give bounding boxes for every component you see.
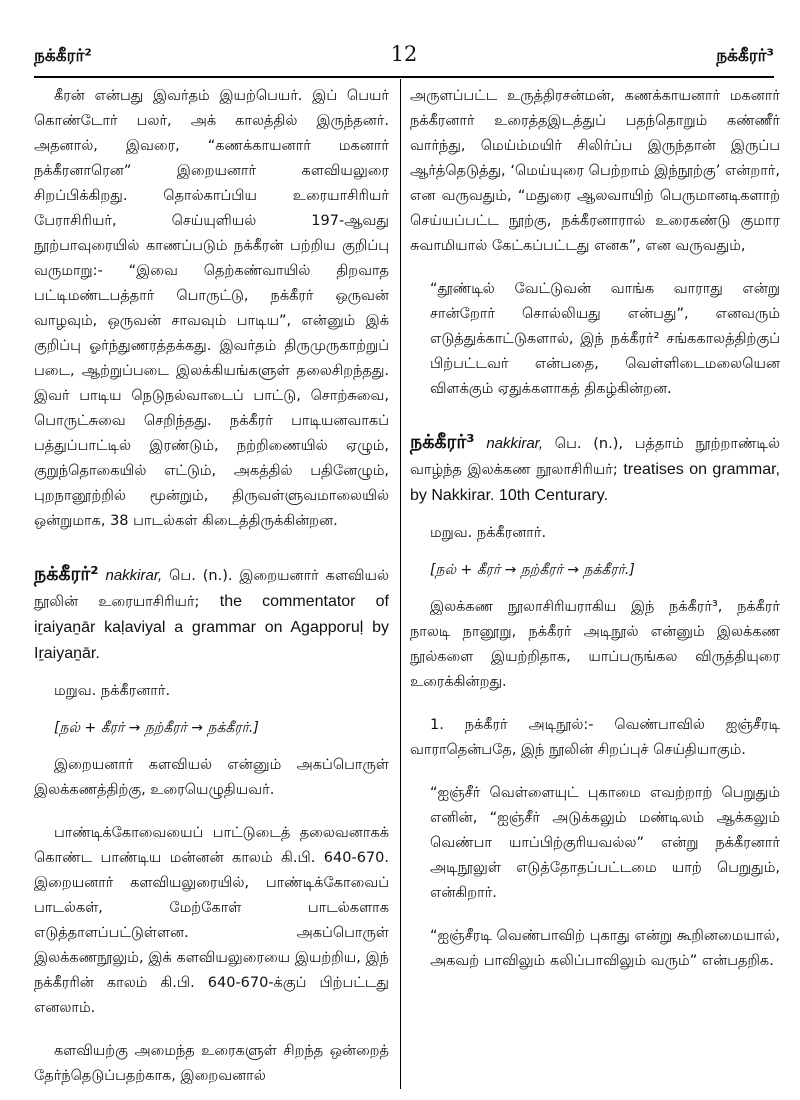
right-column [410,84,780,974]
header-rule [34,76,774,78]
intro-paragraph: கீரன் என்பது இவர்தம் இயற்பெயர். இப் பெயர் கொண்டோர் பலர், அக் காலத்தில் இருந்தனர். அதனால், இவரை, “கணக்காயனார் மகனார் நக்கீரனாரென” இறையனார் களவியலுரை சிறப்பிக்கிறது. தொல்காப்பிய உரையாசிரியர் பேராசிரியர், செய்யுளியல் 197-ஆவது நூற்பாவுரையில் காணப்படும் நக்கீரன் பற்றிய குறிப்பு வருமாறு:- “இவை தெற்கண்வாயில் திறவாத பட்டிமண்டபத்தார் பொருட்டு, நக்கீரர் ஒருவன் வாழவும், ஒருவன் சாவவும் பாடிய”, என்னும் இக் குறிப்பு ஓர்ந்துணரத்தக்கது. இவர்தம் திருமுருகாற்றுப் படை, ஆற்றுப்படை இலக்கியங்களுள் தலைசிறந்தது. இவர் பாடிய நெடுநல்வாடைப் பாட்டு, சொற்சுவை, பொருட்சுவை செறிந்தது. நக்கீரர் பாடியனவாகப் பத்துப்பாட்டில் இரண்டும், நற்றிணையில் ஏழும், குறுந்தொகையில் எட்டும், அகத்தில் பதினேழும், புறநானூற்றில் மூன்றும், திருவள்ளுவமாலையில் ஒன்றுமாக, 38 பாடல்கள் கிடைத்திருக்கின்றன. [34,88,389,529]
page-header [34,30,774,70]
page-number: 12 [390,42,418,66]
entry-definition-tamil: பெ. (n.), பத்தாம் நூற்றாண்டில் வாழ்ந்த இலக்கண நூலாசிரியர்; [410,436,780,478]
header-left-headword: நக்கீரர்² [34,46,92,66]
column-divider [400,79,401,1089]
entry-definition-tamil: பெ. (n.). இறையனார் களவியல் நூலின் உரையாசிரியர்; [34,568,390,610]
entry-paragraph: இலக்கண நூலாசிரியராகிய இந் நக்கீரர்³, நக்கீரர் நாலடி நானூறு, நக்கீரர் அடிநூல் என்னும் இலக்கண நூல்களை இயற்றிதாக, யாப்பருங்கல விருத்தியுரை உரைக்கின்றது. [410,599,780,690]
entry-romanization: nakkirar, [486,435,544,452]
header-right-headword: நக்கீரர்³ [716,46,774,66]
entry-paragraph: களவியற்கு அமைந்த உரைகளுள் சிறந்த ஒன்றைத் தேர்ந்தெடுப்பதற்காக, இறைவனால் [34,1043,389,1084]
continued-paragraph: அருளப்பட்ட உருத்திரசன்மன், கணக்காயனார் மகனார் நக்கீரனார் உரைத்தஇடத்துப் பதந்தொறும் கண்ணீர் வார்ந்து, மெய்ம்மயிர் சிலிர்ப்ப இருந்தான் இருப்ப ஆர்த்தெடுத்து, ‘மெய்யுரை பெற்றாம் இந்நூற்கு’ என்றார், என வருவதும், “மதுரை ஆலவாயிற் பெருமானடிகளாற் செய்யப்பட்ட நூற்கு, நக்கீரனாரால் உரைகண்டு குமார சுவாமியால் கேட்கப்பட்டது எனக”, என வருவதும், [410,88,780,254]
entry-definition-english: the commentator of iṟaiyaṉār kaḷaviyal a grammar on Agapporuḷ by Iṟaiyaṉār. [34,593,389,662]
entry-headword: நக்கீரர்³ [410,431,475,453]
left-column [34,84,389,1089]
entry-headword: நக்கீரர்² [34,563,99,585]
entry-synonym: மறுவ. நக்கீரனார். [430,525,547,541]
entry-nakkirar-2 [34,562,389,667]
entry-paragraph: இறையனார் களவியல் என்னும் அகப்பொருள் இலக்கணத்திற்கு, உரையெழுதியவர். [34,757,389,798]
entry-romanization: nakkirar, [105,567,163,584]
quote-paragraph: “ஐஞ்சீரடி வெண்பாவிற் புகாது என்று கூறினமையால், அகவற் பாவிலும் கலிப்பாவிலும் வரும்” என்பதறிக. [430,928,780,969]
entry-paragraph: 1. நக்கீரர் அடிநூல்:- வெண்பாவில் ஐஞ்சீரடி வாராதென்பதே, இந் நூலின் சிறப்புச் செய்தியாகும். [410,717,780,758]
entry-synonym: மறுவ. நக்கீரனார். [54,683,171,699]
entry-definition-english: treatises on grammar, by Nakkirar. 10th Centurary. [410,461,781,504]
entry-nakkirar-3 [410,430,780,509]
entry-paragraph: பாண்டிக்கோவையைப் பாட்டுடைத் தலைவனாகக் கொண்ட பாண்டிய மன்னன் காலம் கி.பி. 640-670. இறையனார் களவியலுரையில், பாண்டிக்கோவைப் பாடல்கள், மேற்கோள் பாடல்களாக எடுத்தாளப்பட்டுள்ளன. அகப்பொருள் இலக்கணநூலும், இக் களவியலுரையை இயற்றிய, இந் நக்கீரரின் காலம் கி.பி. 640-670-க்குப் பிற்பட்டது எனலாம். [34,825,389,1016]
quote-paragraph: “தூண்டில் வேட்டுவன் வாங்க வாராது என்று சான்றோர் சொல்லியது என்பது”, எனவரும் எடுத்துக்காட்டுகளால், இந் நக்கீரர்² சங்ககாலத்திற்குப் பிற்பட்டவர் என்பதை, வெள்ளிடைமலையென விளக்கும் ஏதுக்களாகத் திகழ்கின்றன. [430,281,780,397]
entry-etymology: [நல் + கீரர் → நற்கீரர் → நக்கீரர்.] [54,720,259,736]
quote-paragraph: “ஐஞ்சீர் வெள்ளையுட் புகாமை எவற்றாற் பெறுதும் எனின், “ஐஞ்சீர் அடுக்கலும் மண்டிலம் ஆக்கலும் வெண்பா யாப்பிற்குரியவல்ல” என்று நக்கீரனார் அடிநூலுள் எடுத்தோதப்பட்டமை யாற் பெறுதும், என்கிறார். [430,785,780,901]
entry-etymology: [நல் + கீரர் → நற்கீரர் → நக்கீரர்.] [430,562,635,578]
